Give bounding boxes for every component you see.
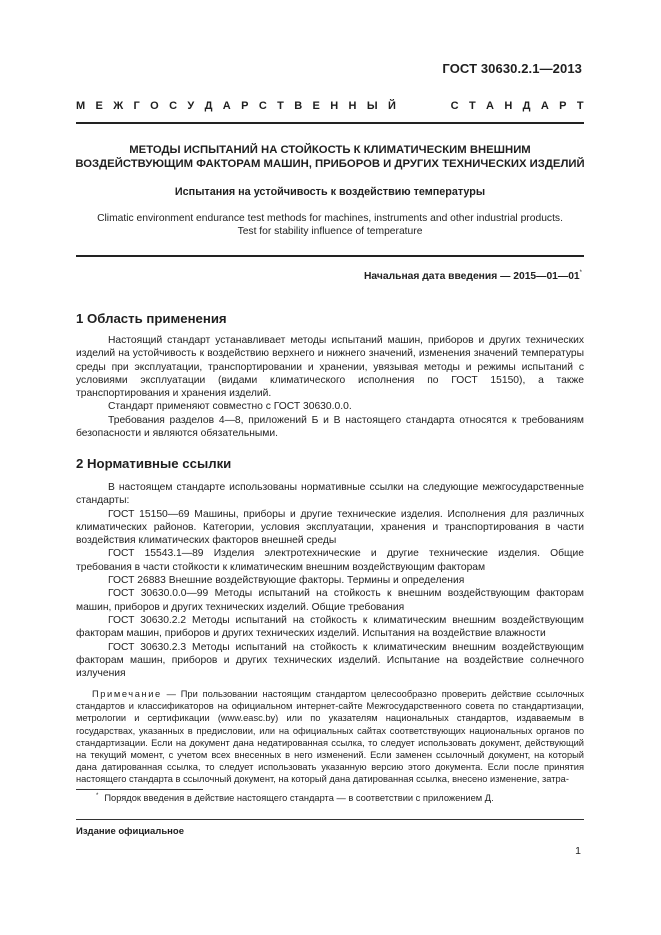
footnote	[96, 793, 494, 803]
banner-letter: Н	[504, 100, 513, 112]
official-edition-label: Издание официальное	[76, 826, 184, 837]
banner-letter: Ы	[366, 100, 378, 112]
banner-letter: У	[187, 100, 195, 112]
standard-number: ГОСТ 30630.2.1—2013	[442, 61, 582, 76]
english-title-line-2: Test for stability influence of temperature	[237, 226, 423, 237]
english-title	[60, 212, 600, 238]
edition-rule	[76, 819, 584, 820]
header-rule	[76, 122, 584, 124]
banner-letter: М	[76, 100, 86, 112]
banner-letter: В	[294, 100, 303, 112]
banner-gap	[406, 100, 440, 112]
banner-letter: А	[486, 100, 494, 112]
footnote-text: Порядок введения в действие настоящего стандарта — в соответствии с приложением Д.	[104, 793, 494, 803]
section-2-body	[76, 481, 584, 680]
reference-item: ГОСТ 15543.1—89 Изделия электротехнические и другие технические изделия. Общие требования в части стойкости к климатическим внешним воздействующим факторам	[76, 548, 584, 573]
banner-letter: Д	[522, 100, 531, 112]
title-rule	[76, 255, 584, 257]
footnote-mark: *	[579, 270, 582, 276]
section-1-paragraph: Требования разделов 4—8, приложений Б и В настоящего стандарта относятся к требованиям безопасности и являются обязательными.	[76, 414, 584, 440]
note-label: Примечание	[92, 689, 162, 699]
footnote-mark: *	[96, 793, 99, 799]
note-block	[76, 688, 584, 786]
section-1-heading: 1 Область применения	[76, 311, 227, 326]
document-subtitle: Испытания на устойчивость к воздействию температуры	[174, 186, 486, 198]
banner-letter: Н	[330, 100, 339, 112]
banner-letter: Е	[95, 100, 103, 112]
note-text: — При пользовании настоящим стандартом целесообразно проверить действие ссылочных стандартов и классификаторов на официальном интернет-сайте Межгосударственного совета по стандартизации, метрологии и сертификации (www.easc.by) или по указателям национальных стандартов, издаваемым в государствах, указанных в предисловии, или на официальных сайтах соответствующих национальных органов по стандартизации. Если на документ дана недатированная ссылка, то следует использовать документ, действующий на текущий момент, с учетом всех внесенных в него изменений. Если заменен ссылочный документ, на который дана датированная ссылка, то следует использовать указанную версию этого документа. Если после принятия настоящего стандарта в ссылочный документ, на который дана датированная ссылка, внесено изменение, затра-	[76, 689, 584, 785]
section-1-paragraph: Стандарт применяют совместно с ГОСТ 30630.0.0.	[108, 401, 352, 413]
title-line-1: МЕТОДЫ ИСПЫТАНИЙ НА СТОЙКОСТЬ К КЛИМАТИЧЕСКИМ ВНЕШНИМ	[129, 144, 531, 156]
banner-letter: Р	[559, 100, 567, 112]
banner-letter: Т	[277, 100, 284, 112]
banner-letter: Ж	[113, 100, 124, 112]
section-1-paragraph: Настоящий стандарт устанавливает методы испытаний машин, приборов и других технических изделий на устойчивость к воздействию верхнего и нижнего значений, изменения значений температуры среды при эксплуатации, транспортировании и хранении, увязывая методы и режимы испытаний с условиями эксплуатации (видами климатического исполнения по ГОСТ 15150), а также транспортирования и хранения изделий.	[76, 335, 584, 400]
banner-letter: А	[540, 100, 549, 112]
reference-item: ГОСТ 30630.0.0—99 Методы испытаний на стойкость к внешним воздействующим факторам машин, приборов и других технических изделий. Общие требования	[76, 588, 584, 613]
banner-letter: А	[222, 100, 231, 112]
reference-item: ГОСТ 30630.2.2 Методы испытаний на стойкость к климатическим внешним воздействующим факторам машин, приборов и других технических изделий. Испытания на воздействие влажности	[76, 614, 584, 640]
section-2-intro: В настоящем стандарте использованы нормативные ссылки на следующие межгосударственные стандарты:	[76, 482, 584, 507]
section-1-body	[76, 334, 584, 440]
reference-item: ГОСТ 26883 Внешние воздействующие факторы. Термины и определения	[108, 575, 465, 587]
note-paragraph	[76, 688, 584, 786]
banner-letter: С	[169, 100, 178, 112]
document-title	[60, 143, 600, 171]
introduction-date	[364, 270, 582, 282]
title-line-2: ВОЗДЕЙСТВУЮЩИМ ФАКТОРАМ МАШИН, ПРИБОРОВ И ДРУГИХ ТЕХНИЧЕСКИХ ИЗДЕЛИЙ	[75, 158, 585, 170]
banner-letter: Й	[388, 100, 396, 112]
banner-letter: Т	[468, 100, 476, 112]
banner-letter: С	[258, 100, 267, 112]
english-title-line-1: Climatic environment endurance test methods for machines, instruments and other industrial products.	[97, 213, 563, 224]
banner-letter: Е	[312, 100, 320, 112]
page-number: 1	[575, 845, 581, 857]
banner-letter: Н	[348, 100, 357, 112]
introduction-date-text: Начальная дата введения — 2015—01—01	[363, 271, 580, 282]
banner-letter: Т	[576, 100, 584, 112]
reference-item: ГОСТ 15150—69 Машины, приборы и другие технические изделия. Исполнения для различных климатических районов. Категории, условия эксплуатации, хранения и транспортирования в части воздействия климатических факторов внешней среды	[76, 508, 584, 547]
section-2-heading: 2 Нормативные ссылки	[76, 456, 232, 471]
footnote-rule	[76, 789, 203, 790]
banner-letter: Г	[133, 100, 140, 112]
banner-letter: О	[150, 100, 159, 112]
banner-letter: С	[450, 100, 459, 112]
reference-item: ГОСТ 30630.2.3 Методы испытаний на стойкость к климатическим внешним воздействующим факторам машин, приборов и других технических изделий. Испытание на воздействие солнечного излучения	[76, 641, 584, 680]
banner-letter: Д	[204, 100, 213, 112]
interstate-standard-banner	[76, 100, 584, 112]
banner-letter: Р	[241, 100, 249, 112]
